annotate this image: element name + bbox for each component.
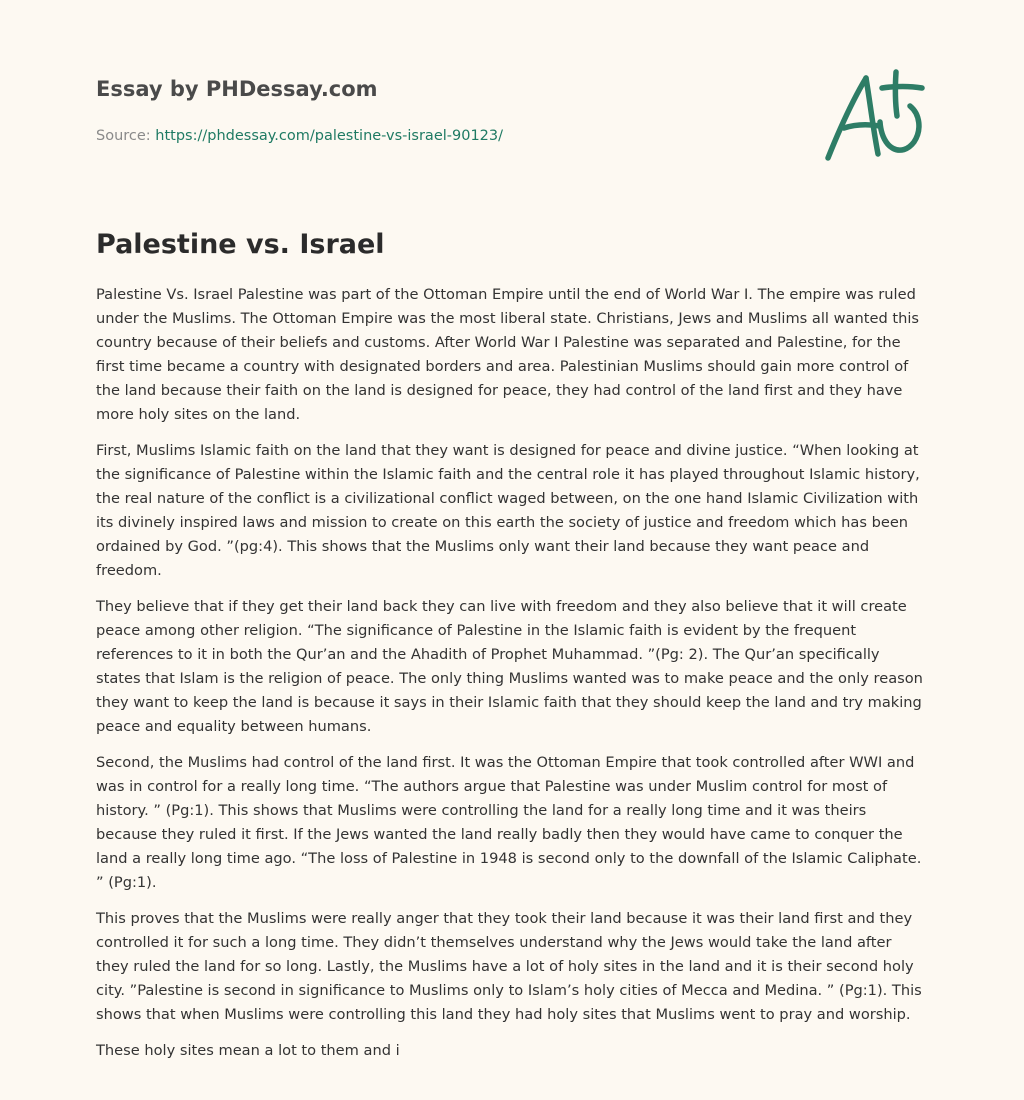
paragraph: These holy sites mean a lot to them and i [96, 1042, 400, 1059]
paragraph: Palestine Vs. Israel Palestine was part of the Ottoman Empire until the end of World War I. The empire was ruled under the Muslims. The Ottoman Empire was the most liberal state. Christians, Jews and Muslims all wanted this country because of their beliefs and customs. After World War I Palestine was separated and Palestine, for the first time became a country with designated borders and area. Palestinian Muslims should gain more control of the land because their faith on the land is designed for peace, they had control of the land first and they have more holy sites on the land. [96, 286, 919, 423]
a-plus-logo-icon [818, 66, 930, 166]
source-label: Source: [96, 128, 151, 144]
essay-body [96, 283, 928, 1075]
paragraph: They believe that if they get their land back they can live with freedom and they also believe that it will create peace among other religion. “The significance of Palestine in the Islamic faith is evident by the frequent references to it in both the Qur’an and the Ahadith of Prophet Muhammad. ”(Pg: 2). The Qur’an specifically states that Islam is the religion of peace. The only thing Muslims wanted was to make peace and the only reason they want to keep the land is because it says in their Islamic faith that they should keep the land and try making peace and equality between humans. [96, 598, 923, 735]
source-line [96, 126, 796, 146]
essay-title: Palestine vs. Israel [96, 229, 385, 260]
site-brand: Essay by PHDessay.com [96, 77, 378, 101]
source-link[interactable]: https://phdessay.com/palestine-vs-israel-90123/ [155, 128, 504, 144]
paragraph: Second, the Muslims had control of the land first. It was the Ottoman Empire that took controlled after WWI and was in control for a really long time. “The authors argue that Palestine was under Muslim control for most of history. ” (Pg:1). This shows that Muslims were controlling the land for a really long time and it was theirs because they ruled it first. If the Jews wanted the land really badly then they would have came to conquer the land a really long time ago. “The loss of Palestine in 1948 is second only to the downfall of the Islamic Caliphate. ” (Pg:1). [96, 754, 922, 891]
paragraph: This proves that the Muslims were really anger that they took their land because it was their land first and they controlled it for such a long time. They didn’t themselves understand why the Jews would take the land after they ruled the land for so long. Lastly, the Muslims have a lot of holy sites in the land and it is their second holy city. ”Palestine is second in significance to Muslims only to Islam’s holy cities of Mecca and Medina. ” (Pg:1). This shows that when Muslims were controlling this land they had holy sites that Muslims went to pray and worship. [96, 910, 922, 1023]
paragraph: First, Muslims Islamic faith on the land that they want is designed for peace and divine justice. “When looking at the significance of Palestine within the Islamic faith and the central role it has played throughout Islamic history, the real nature of the conflict is a civilizational conflict waged between, on the one hand Islamic Civilization with its divinely inspired laws and mission to create on this earth the society of justice and freedom which has been ordained by God. ”(pg:4). This shows that the Muslims only want their land because they want peace and freedom. [96, 442, 920, 579]
essay-header [96, 74, 796, 146]
